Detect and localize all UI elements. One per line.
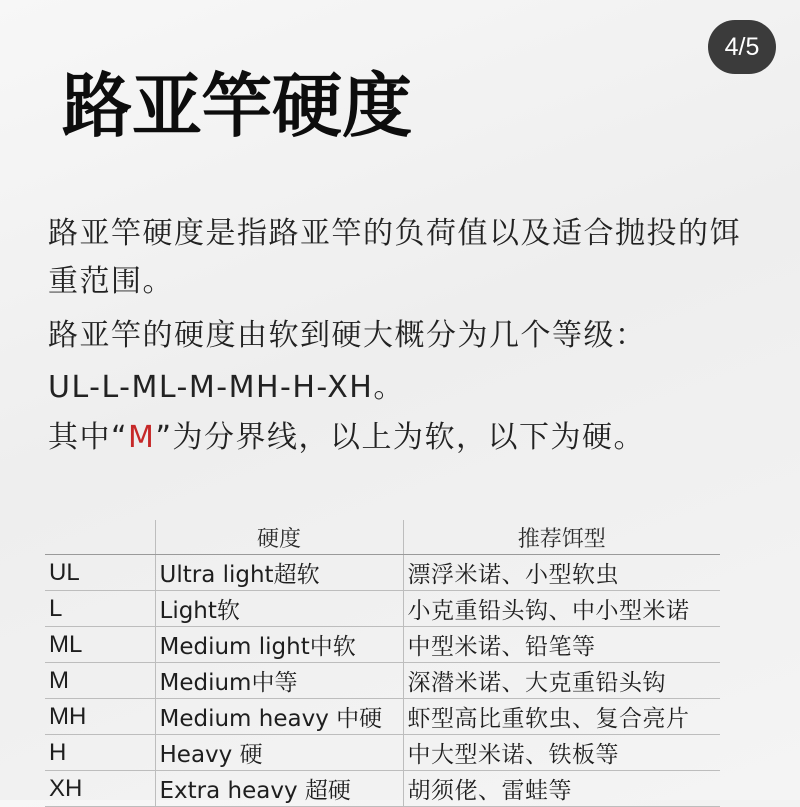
hardness-name: Medium light中软 xyxy=(155,627,403,663)
intro-line-2: 重范围。 xyxy=(48,264,174,299)
table-row xyxy=(45,663,720,699)
table-row xyxy=(45,771,720,807)
hardness-table xyxy=(45,520,720,807)
hardness-name: Ultra light超软 xyxy=(155,555,403,591)
hardness-code: UL xyxy=(45,555,155,591)
intro-line-4: UL-L-ML-M-MH-H-XH。 xyxy=(48,370,405,405)
recommended-bait: 中型米诺、铅笔等 xyxy=(403,627,720,663)
hardness-name: Extra heavy 超硬 xyxy=(155,771,403,807)
hardness-code: H xyxy=(45,735,155,771)
header-hardness: 硬度 xyxy=(155,520,403,555)
intro-line-1: 路亚竿硬度是指路亚竿的负荷值以及适合抛投的饵 xyxy=(48,216,741,251)
hardness-name: Heavy 硬 xyxy=(155,735,403,771)
intro-line-5 xyxy=(48,420,768,456)
hardness-code: L xyxy=(45,591,155,627)
page-title: 路亚竿硬度 xyxy=(62,65,412,147)
header-code xyxy=(45,520,155,555)
intro-line-5-suffix: ”为分界线，以上为软，以下为硬。 xyxy=(155,420,645,455)
recommended-bait: 虾型高比重软虫、复合亮片 xyxy=(403,699,720,735)
recommended-bait: 胡须佬、雷蛙等 xyxy=(403,771,720,807)
intro-line-5-prefix: 其中“ xyxy=(48,420,129,455)
hardness-code: ML xyxy=(45,627,155,663)
intro-line-3: 路亚竿的硬度由软到硬大概分为几个等级： xyxy=(48,318,647,353)
hardness-name: Light软 xyxy=(155,591,403,627)
hardness-table-container xyxy=(45,520,720,807)
recommended-bait: 中大型米诺、铁板等 xyxy=(403,735,720,771)
header-recommended-bait: 推荐饵型 xyxy=(403,520,720,555)
hardness-name: Medium中等 xyxy=(155,663,403,699)
hardness-name: Medium heavy 中硬 xyxy=(155,699,403,735)
recommended-bait: 小克重铅头钩、中小型米诺 xyxy=(403,591,720,627)
highlight-m: M xyxy=(128,420,156,455)
table-row xyxy=(45,735,720,771)
table-row xyxy=(45,555,720,591)
page-indicator-badge[interactable]: 4/5 xyxy=(708,20,776,74)
hardness-code: XH xyxy=(45,771,155,807)
hardness-code: MH xyxy=(45,699,155,735)
recommended-bait: 漂浮米诺、小型软虫 xyxy=(403,555,720,591)
hardness-code: M xyxy=(45,663,155,699)
table-row xyxy=(45,591,720,627)
table-row xyxy=(45,699,720,735)
table-header-row xyxy=(45,520,720,555)
recommended-bait: 深潜米诺、大克重铅头钩 xyxy=(403,663,720,699)
table-row xyxy=(45,627,720,663)
